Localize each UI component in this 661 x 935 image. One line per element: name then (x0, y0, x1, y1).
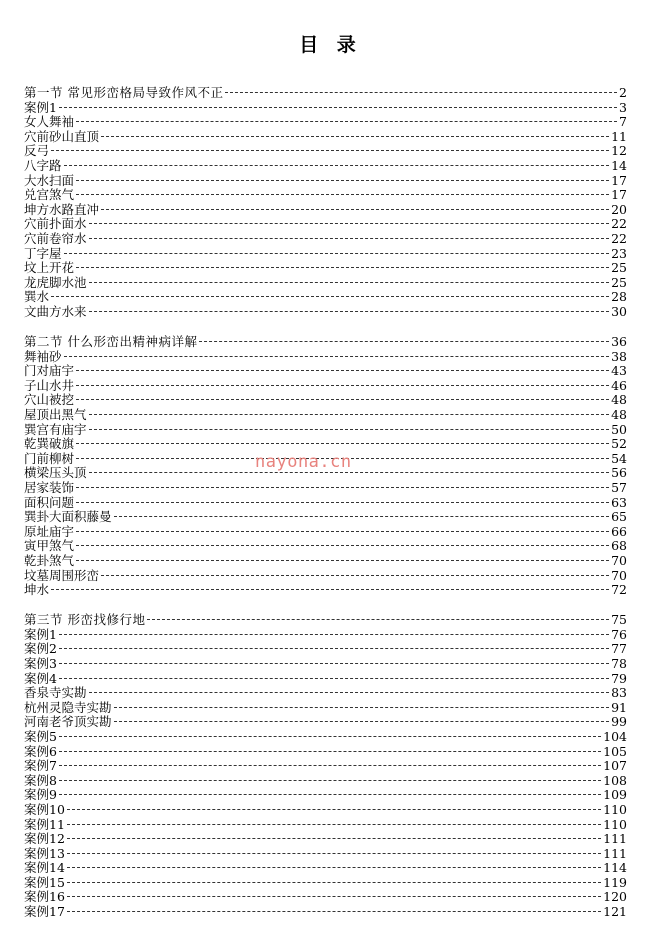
entry-title: 乾巽破旗 (24, 436, 75, 452)
dot-leader (59, 751, 601, 752)
dot-leader (67, 896, 601, 897)
toc-entry (24, 437, 627, 452)
page-number: 48 (611, 406, 627, 422)
page-number: 12 (611, 143, 627, 159)
page-number: 119 (603, 874, 627, 890)
page-number: 11 (611, 128, 627, 144)
dot-leader (76, 487, 609, 488)
dot-leader (76, 121, 617, 122)
entry-title: 门前柳树 (24, 450, 75, 466)
toc-entry (24, 159, 627, 174)
table-of-contents (24, 86, 627, 935)
page-number: 56 (611, 465, 627, 481)
toc-entry (24, 364, 627, 379)
dot-leader (76, 399, 609, 400)
dot-leader (89, 311, 610, 312)
dot-leader (59, 107, 617, 108)
dot-leader (76, 194, 609, 195)
page-number: 111 (603, 845, 627, 861)
toc-entry (24, 496, 627, 511)
section-heading-entry (24, 335, 627, 350)
toc-section (24, 613, 627, 919)
dot-leader (89, 238, 610, 239)
entry-title: 案例3 (24, 655, 57, 671)
dot-leader (199, 341, 609, 342)
dot-leader (59, 794, 601, 795)
page-number: 2 (619, 85, 627, 100)
section-heading-entry (24, 613, 627, 628)
dot-leader (101, 575, 609, 576)
dot-leader (76, 531, 609, 532)
toc-entry (24, 642, 627, 657)
entry-title: 河南老爷顶实勘 (24, 714, 112, 730)
page-number: 30 (611, 303, 627, 319)
entry-title: 女人舞袖 (24, 114, 75, 130)
page-number: 14 (611, 157, 627, 173)
dot-leader (67, 838, 601, 839)
toc-entry (24, 247, 627, 262)
toc-entry (24, 818, 627, 833)
entry-title: 子山水井 (24, 377, 75, 393)
toc-entry (24, 305, 627, 320)
page-number: 105 (603, 743, 627, 759)
toc-entry (24, 510, 627, 525)
entry-title: 案例5 (24, 728, 57, 744)
entry-title: 案例9 (24, 787, 57, 803)
page-number: 104 (603, 728, 627, 744)
page-number: 70 (611, 567, 627, 583)
dot-leader (101, 209, 609, 210)
dot-leader (89, 429, 610, 430)
page-number: 111 (603, 831, 627, 847)
dot-leader (147, 619, 609, 620)
page-number: 36 (611, 334, 627, 349)
page-number: 57 (611, 479, 627, 495)
toc-entry (24, 115, 627, 130)
dot-leader (76, 502, 609, 503)
dot-leader (51, 150, 609, 151)
entry-title: 案例10 (24, 801, 65, 817)
toc-entry (24, 393, 627, 408)
dot-leader (64, 165, 610, 166)
toc-entry (24, 130, 627, 145)
toc-entry (24, 832, 627, 847)
toc-entry (24, 481, 627, 496)
dot-leader (89, 414, 610, 415)
entry-title: 龙虎脚水池 (24, 274, 87, 290)
entry-title: 丁字屋 (24, 245, 62, 261)
page-number: 66 (611, 523, 627, 539)
page-number: 17 (611, 187, 627, 203)
page-number: 3 (619, 99, 627, 115)
dot-leader (59, 663, 609, 664)
dot-leader (76, 370, 609, 371)
toc-entry (24, 701, 627, 716)
toc-entry (24, 788, 627, 803)
entry-title: 穴前砂山直顶 (24, 128, 100, 144)
section-heading-entry (24, 86, 627, 101)
dot-leader (51, 296, 609, 297)
entry-title: 坤方水路直冲 (24, 201, 100, 217)
page-number: 114 (603, 860, 627, 876)
dot-leader (59, 765, 601, 766)
toc-entry (24, 217, 627, 232)
entry-title: 案例11 (24, 816, 65, 832)
toc-entry (24, 290, 627, 305)
entry-title: 兑宫煞气 (24, 187, 75, 203)
page-number: 77 (611, 641, 627, 657)
entry-title: 案例8 (24, 772, 57, 788)
page-number: 46 (611, 377, 627, 393)
entry-title: 文曲方水来 (24, 303, 87, 319)
page-number: 63 (611, 494, 627, 510)
entry-title: 原址庙宇 (24, 523, 75, 539)
dot-leader (59, 634, 609, 635)
dot-leader (76, 545, 609, 546)
toc-entry (24, 803, 627, 818)
dot-leader (59, 736, 601, 737)
dot-leader (225, 92, 617, 93)
toc-entry (24, 379, 627, 394)
toc-entry (24, 847, 627, 862)
page-number: 107 (603, 758, 627, 774)
toc-entry (24, 686, 627, 701)
entry-title: 案例1 (24, 99, 57, 115)
toc-entry (24, 261, 627, 276)
entry-title: 寅甲煞气 (24, 538, 75, 554)
entry-title: 案例12 (24, 831, 65, 847)
entry-title: 案例6 (24, 743, 57, 759)
entry-title: 巽宫有庙宇 (24, 421, 87, 437)
page-number: 52 (611, 436, 627, 452)
entry-title: 坟墓周围形峦 (24, 567, 100, 583)
entry-title: 案例7 (24, 758, 57, 774)
section-title: 第三节 形峦找修行地 (24, 612, 146, 628)
entry-title: 门对庙宇 (24, 363, 75, 379)
dot-leader (76, 180, 609, 181)
dot-leader (64, 253, 610, 254)
entry-title: 杭州灵隐寺实勘 (24, 699, 112, 715)
page-number: 20 (611, 201, 627, 217)
dot-leader (76, 560, 609, 561)
entry-title: 案例14 (24, 860, 65, 876)
dot-leader (76, 385, 609, 386)
section-title: 第二节 什么形峦出精神病详解 (24, 334, 198, 349)
toc-entry (24, 350, 627, 365)
toc-entry (24, 408, 627, 423)
entry-title: 八字路 (24, 157, 62, 173)
toc-entry (24, 774, 627, 789)
page-number: 76 (611, 626, 627, 642)
toc-entry (24, 905, 627, 920)
page-number: 25 (611, 274, 627, 290)
toc-entry (24, 628, 627, 643)
dot-leader (89, 223, 610, 224)
entry-title: 案例13 (24, 845, 65, 861)
entry-title: 大水扫面 (24, 172, 75, 188)
toc-entry (24, 876, 627, 891)
dot-leader (51, 589, 609, 590)
page-title: 目 录 (299, 34, 362, 56)
dot-leader (89, 692, 610, 693)
toc-entry (24, 890, 627, 905)
toc-entry (24, 188, 627, 203)
page-number: 7 (619, 114, 627, 130)
page-number: 25 (611, 260, 627, 276)
toc-entry (24, 539, 627, 554)
dot-leader (114, 707, 610, 708)
page-number: 50 (611, 421, 627, 437)
entry-title: 坟上开花 (24, 260, 75, 276)
entry-title: 面积问题 (24, 494, 75, 510)
entry-title: 舞袖砂 (24, 348, 62, 364)
page-number: 22 (611, 216, 627, 232)
toc-entry (24, 174, 627, 189)
entry-title: 居家装饰 (24, 479, 75, 495)
entry-title: 案例15 (24, 874, 65, 890)
page-number: 91 (611, 699, 627, 715)
entry-title: 案例4 (24, 670, 57, 686)
toc-entry (24, 144, 627, 159)
entry-title: 穴山被挖 (24, 392, 75, 408)
dot-leader (59, 780, 601, 781)
dot-leader (67, 853, 601, 854)
toc-entry (24, 203, 627, 218)
page-number: 75 (611, 612, 627, 628)
page-number: 38 (611, 348, 627, 364)
page-number: 108 (603, 772, 627, 788)
page-number: 48 (611, 392, 627, 408)
entry-title: 穴前卷帘水 (24, 230, 87, 246)
entry-title: 案例1 (24, 626, 57, 642)
toc-section (24, 86, 627, 320)
dot-leader (67, 867, 601, 868)
page-number: 23 (611, 245, 627, 261)
page-number: 120 (603, 889, 627, 905)
page-number: 110 (603, 801, 627, 817)
page-number: 43 (611, 363, 627, 379)
entry-title: 案例16 (24, 889, 65, 905)
entry-title: 案例17 (24, 904, 65, 920)
entry-title: 屋顶出黑气 (24, 406, 87, 422)
dot-leader (67, 824, 601, 825)
toc-entry (24, 525, 627, 540)
dot-leader (67, 882, 601, 883)
dot-leader (114, 721, 610, 722)
page-number: 72 (611, 582, 627, 598)
page-number: 78 (611, 655, 627, 671)
toc-entry (24, 745, 627, 760)
page-number: 79 (611, 670, 627, 686)
dot-leader (67, 809, 601, 810)
dot-leader (67, 911, 601, 912)
page-number: 68 (611, 538, 627, 554)
toc-entry (24, 730, 627, 745)
toc-entry (24, 672, 627, 687)
dot-leader (114, 516, 610, 517)
entry-title: 穴前扑面水 (24, 216, 87, 232)
page-number: 17 (611, 172, 627, 188)
toc-entry (24, 569, 627, 584)
page-number: 109 (603, 787, 627, 803)
page-number: 83 (611, 685, 627, 701)
dot-leader (76, 443, 609, 444)
page-number: 99 (611, 714, 627, 730)
dot-leader (59, 648, 609, 649)
page-number: 121 (603, 904, 627, 920)
page-number: 65 (611, 509, 627, 525)
page-number: 110 (603, 816, 627, 832)
entry-title: 巽水 (24, 289, 50, 305)
toc-entry (24, 101, 627, 116)
page-number: 28 (611, 289, 627, 305)
page-number: 70 (611, 552, 627, 568)
toc-entry (24, 759, 627, 774)
toc-entry (24, 554, 627, 569)
dot-leader (101, 136, 609, 137)
toc-entry (24, 423, 627, 438)
dot-leader (76, 267, 609, 268)
entry-title: 香泉寺实勘 (24, 685, 87, 701)
entry-title: 乾卦煞气 (24, 552, 75, 568)
toc-entry (24, 583, 627, 598)
dot-leader (59, 678, 609, 679)
section-title: 第一节 常见形峦格局导致作风不正 (24, 85, 224, 100)
toc-entry (24, 657, 627, 672)
entry-title: 案例2 (24, 641, 57, 657)
page-number: 54 (611, 450, 627, 466)
dot-leader (89, 282, 610, 283)
page-number: 22 (611, 230, 627, 246)
watermark: nayona.cn (255, 452, 352, 472)
entry-title: 巽卦大面积藤曼 (24, 509, 112, 525)
toc-entry (24, 861, 627, 876)
entry-title: 反弓 (24, 143, 50, 159)
entry-title: 坤水 (24, 582, 50, 598)
toc-entry (24, 715, 627, 730)
entry-title: 横梁压头顶 (24, 465, 87, 481)
toc-entry (24, 232, 627, 247)
dot-leader (64, 356, 610, 357)
dot-leader (89, 472, 610, 473)
toc-entry (24, 276, 627, 291)
